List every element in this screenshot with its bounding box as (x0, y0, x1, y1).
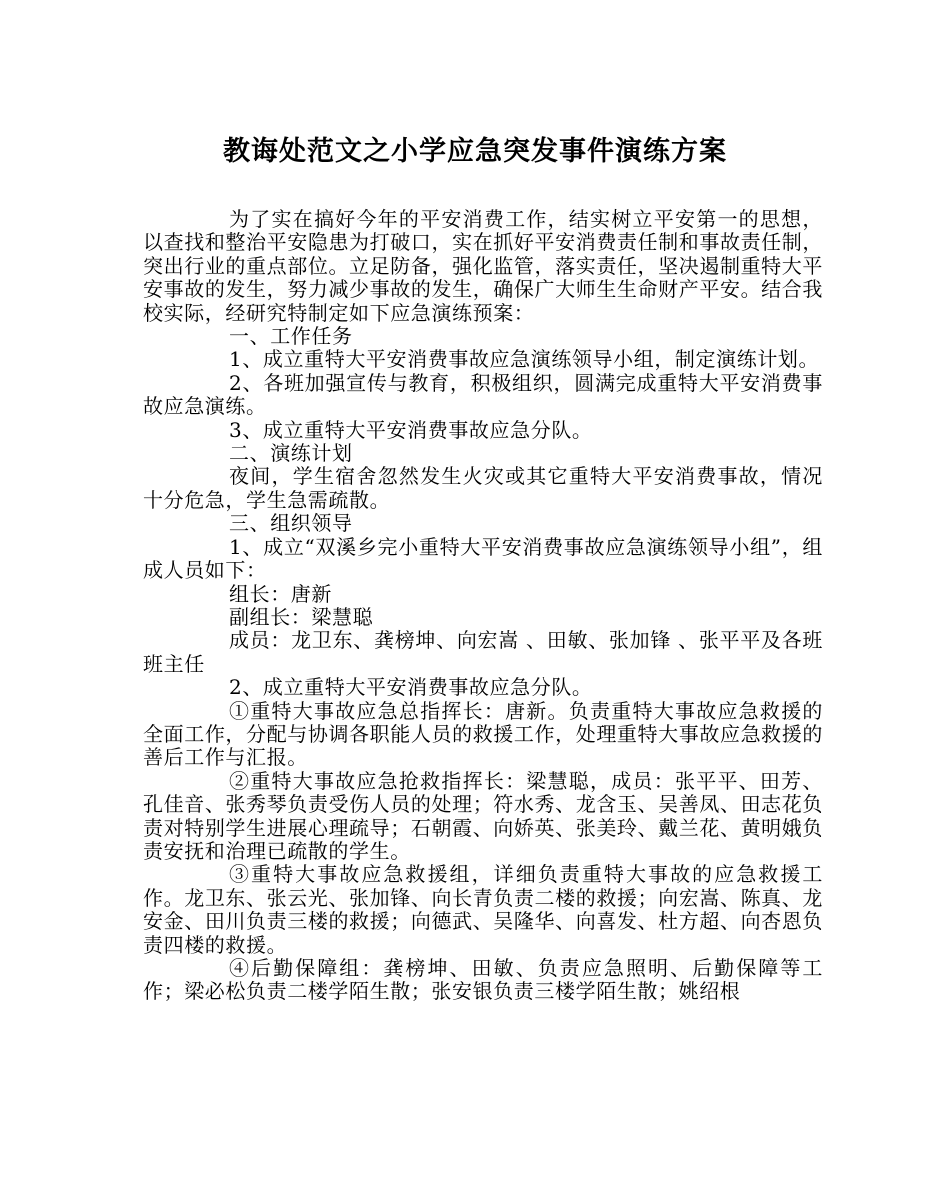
document-title: 教诲处范文之小学应急突发事件演练方案 (223, 136, 727, 167)
paragraph-intro: 为了实在搞好今年的平安消费工作，结实树立平安第一的思想，以查找和整治平安隐患为打破口，实在抓好平安消费责任制和事故责任制，突出行业的重点部位。立足防备，强化监管，落实责任，坚决遏制重特大平安事故的发生，努力减少事故的发生，确保广大师生生命财产平安。结合我校实际，经研究特制定如下应急演练预案： (143, 207, 823, 325)
paragraph-deputy-leader: 副组长：梁慧聪 (229, 604, 374, 629)
paragraph-task-1: 1、成立重特大平安消费事故应急演练领导小组，制定演练计划。 (229, 347, 820, 372)
paragraph-task-3: 3、成立重特大平安消费事故应急分队。 (229, 417, 593, 442)
paragraph-team-leader: 组长：唐新 (229, 581, 332, 606)
document-body (143, 208, 823, 1004)
paragraph-plan: 夜间，学生宿舍忽然发生火灾或其它重特大平安消费事故，情况十分危急，学生急需疏散。 (143, 464, 823, 512)
paragraph-rescue-group: ③重特大事故应急救援组，详细负责重特大事故的应急救援工作。龙卫东、张云光、张加锋、向长青负责二楼的救援；向宏嵩、陈真、龙安金、田川负责三楼的救援；向德武、吴隆华、向喜发、杜方超、向杏恩负责四楼的救援。 (143, 862, 823, 957)
section-heading-tasks: 一、工作任务 (229, 324, 353, 349)
paragraph-task-2: 2、各班加强宣传与教育，积极组织，圆满完成重特大平安消费事故应急演练。 (143, 370, 823, 419)
section-heading-leadership: 三、组织领导 (229, 511, 353, 536)
paragraph-commander: ①重特大事故应急总指挥长：唐新。负责重特大事故应急救援的全面工作，分配与协调各职能人员的救援工作，处理重特大事故应急救援的善后工作与汇报。 (143, 698, 823, 770)
section-heading-plan: 二、演练计划 (229, 441, 353, 466)
paragraph-logistics: ④后勤保障组：龚榜坤、田敏、负责应急照明、后勤保障等工作；梁必松负责二楼学陌生散；张安银负责三楼学陌生散；姚绍根 (143, 956, 823, 1004)
paragraph-leadership-2: 2、成立重特大平安消费事故应急分队。 (229, 675, 593, 700)
paragraph-members: 成员：龙卫东、龚榜坤、向宏嵩 、田敏、张加锋 、张平平及各班班主任 (143, 628, 823, 676)
paragraph-leadership-1: 1、成立“双溪乡完小重特大平安消费事故应急演练领导小组”，组成人员如下： (143, 534, 823, 583)
paragraph-rescue-commander: ②重特大事故应急抢救指挥长：梁慧聪，成员：张平平、田芳、孔佳音、张秀琴负责受伤人员的处理；符水秀、龙含玉、吴善凤、田志花负责对特别学生进展心理疏导；石朝霞、向娇英、张美玲、戴兰花、黄明娥负责安抚和治理已疏散的学生。 (143, 768, 823, 863)
